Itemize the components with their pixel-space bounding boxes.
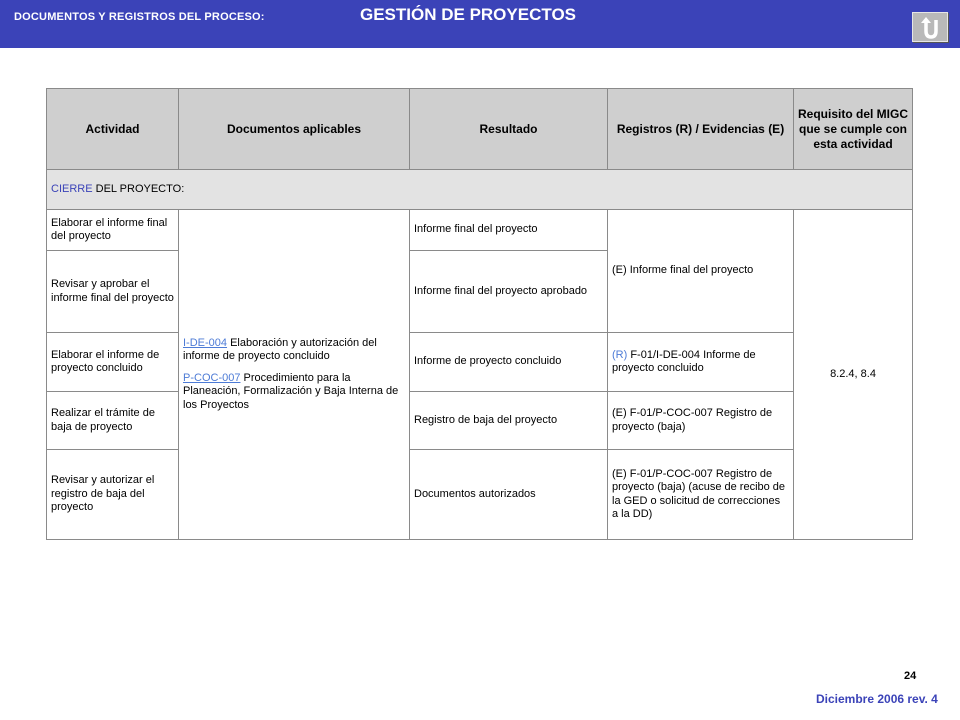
document-desc: Elaboración y autorización del informe de proyecto concluido <box>183 336 377 363</box>
col-requisito: Requisito del MIGC que se cumple con esta actividad <box>794 89 913 170</box>
table-row <box>47 450 913 540</box>
back-button[interactable] <box>912 12 948 42</box>
registro-text: F-01/P-COC-007 Registro de proyecto (baja) <box>612 407 773 433</box>
col-documentos: Documentos aplicables <box>179 89 410 170</box>
col-registros: Registros (R) / Evidencias (E) <box>608 89 794 170</box>
page-number: 24 <box>904 670 917 682</box>
resultado-cell: Informe de proyecto concluido <box>410 333 608 392</box>
section-title <box>47 170 913 210</box>
actividad-cell: Elaborar el informe final del proyecto <box>47 210 179 251</box>
registro-text: F-01/P-COC-007 Registro de proyecto (baja) (acuse de recibo de la GED o solicitud de correcciones a la DD) <box>612 467 786 520</box>
actividad-cell: Realizar el trámite de baja de proyecto <box>47 392 179 450</box>
registro-cell <box>608 450 794 540</box>
document-entry <box>183 337 405 364</box>
registro-prefix: (R) <box>612 348 628 361</box>
header-title: GESTIÓN DE PROYECTOS <box>360 5 577 24</box>
table-header-row <box>47 89 913 170</box>
resultado-cell: Informe final del proyecto <box>410 210 608 251</box>
registro-cell <box>608 392 794 450</box>
table-row <box>47 392 913 450</box>
resultado-cell: Registro de baja del proyecto <box>410 392 608 450</box>
resultado-cell: Documentos autorizados <box>410 450 608 540</box>
table-row <box>47 210 913 251</box>
document-desc: Procedimiento para la Planeación, Formalización y Baja Interna de los Proyectos <box>183 371 399 411</box>
registro-text: Informe final del proyecto <box>626 264 754 277</box>
resultado-cell: Informe final del proyecto aprobado <box>410 251 608 333</box>
process-table <box>46 88 913 540</box>
section-row <box>47 170 913 210</box>
document-link-i-de-004[interactable]: I-DE-004 <box>183 336 228 349</box>
requisito-cell: 8.2.4, 8.4 <box>794 210 913 540</box>
section-highlight: CIERRE <box>51 182 93 195</box>
actividad-cell: Elaborar el informe de proyecto concluido <box>47 333 179 392</box>
document-entry <box>183 372 405 413</box>
section-rest: DEL PROYECTO: <box>92 182 185 195</box>
registro-cell <box>608 333 794 392</box>
header-prefix: DOCUMENTOS Y REGISTROS DEL PROCESO: <box>14 11 265 23</box>
col-actividad: Actividad <box>47 89 179 170</box>
registro-prefix: (E) <box>612 467 627 480</box>
document-link-p-coc-007[interactable]: P-COC-007 <box>183 371 241 384</box>
header-bar <box>0 0 960 48</box>
col-resultado: Resultado <box>410 89 608 170</box>
actividad-cell: Revisar y autorizar el registro de baja del proyecto <box>47 450 179 540</box>
table-row <box>47 333 913 392</box>
u-turn-arrow-icon <box>919 16 943 40</box>
registro-text: F-01/I-DE-004 Informe de proyecto concluido <box>612 348 756 374</box>
actividad-cell: Revisar y aprobar el informe final del proyecto <box>47 251 179 333</box>
footer-date: Diciembre 2006 rev. 4 <box>816 692 938 706</box>
registro-prefix: (E) <box>612 407 627 419</box>
documentos-cell <box>179 210 410 540</box>
registro-cell <box>608 210 794 333</box>
registro-prefix: (E) <box>612 264 627 277</box>
